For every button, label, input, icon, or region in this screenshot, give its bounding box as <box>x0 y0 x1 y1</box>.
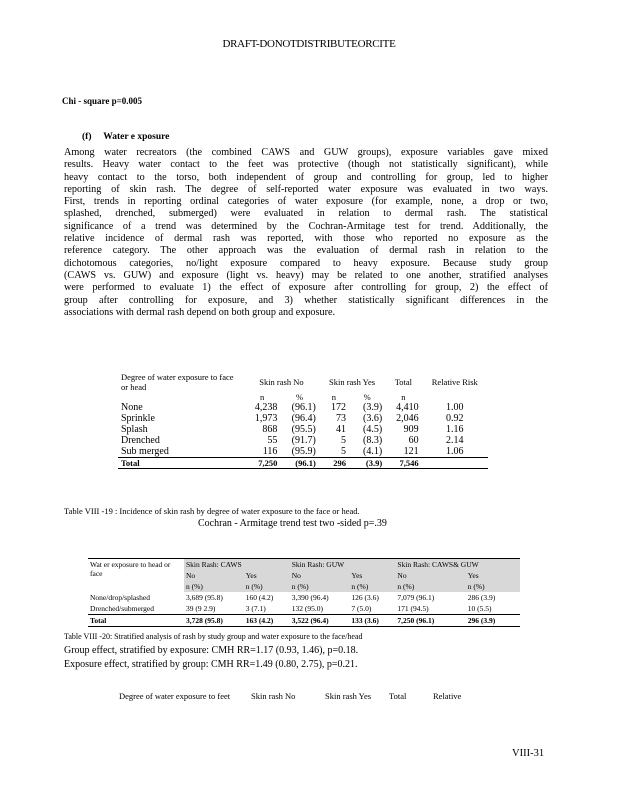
cell: (4.5) <box>363 424 383 435</box>
sub-npct: n (%) <box>349 581 395 592</box>
row-label: Drenched/submerged <box>90 604 155 613</box>
col-caws-guw: Skin Rash: CAWS& GUW <box>395 559 520 571</box>
cell: 2,046 <box>396 413 419 424</box>
row-label: None/drop/splashed <box>90 593 150 602</box>
table-row <box>118 424 488 435</box>
sub-pct: % <box>296 392 304 402</box>
cell: 132 (95.0) <box>291 604 323 613</box>
cell <box>422 458 488 469</box>
cell: 172 <box>331 402 347 413</box>
table-row <box>118 435 488 446</box>
cell: 171 (94.5) <box>397 604 429 613</box>
row-label: Total <box>88 615 184 627</box>
draft-header: DRAFT-DONOTDISTRIBUTEORCITE <box>222 38 396 50</box>
paragraph-line: Among water recreators (the combined CAWS and GUW groups), exposure variables gave mixed <box>64 147 548 158</box>
sub-npct: n (%) <box>466 581 520 592</box>
table1-trend-test: Cochran - Armitage trend test two -sided p=.39 <box>198 518 387 529</box>
col-rr: Relative Risk <box>431 377 478 387</box>
cell: 3,728 (95.8) <box>184 615 244 627</box>
col-total: Total <box>394 377 413 387</box>
cell: 7,250 <box>244 458 280 469</box>
table-row <box>118 446 488 458</box>
cell: 10 (5.5) <box>467 604 492 613</box>
table-rash-by-feet-exposure <box>118 690 488 702</box>
row-label: Sub merged <box>121 446 169 457</box>
row-label: Drenched <box>121 435 160 446</box>
col-rr: Relative <box>433 691 462 701</box>
chi-square-result: Chi - square p=0.005 <box>62 96 142 106</box>
paragraph-line: results. Heavy water contact to the feet was protective (though not statistically significant), while <box>64 159 548 171</box>
paragraph-line: reporting of skin rash. The degree of self-reported water exposure was evaluated in two ways. <box>64 183 548 195</box>
sub-no: No <box>290 570 350 581</box>
cell: 7,546 <box>385 458 421 469</box>
cell: (95.9) <box>291 446 316 457</box>
total-row <box>118 458 488 469</box>
cell: 39 (9 2.9) <box>186 604 216 613</box>
cell: 1.06 <box>446 446 464 457</box>
cell: 116 <box>262 446 278 457</box>
paragraph-line: associations with dermal rash depend on both group and exposure. <box>64 306 336 318</box>
cell: (4.1) <box>363 446 383 457</box>
table-stratified-analysis <box>88 558 520 627</box>
row-label: Total <box>118 458 244 469</box>
row-label: None <box>121 402 143 413</box>
cell: (91.7) <box>291 435 316 446</box>
col-caws: Skin Rash: CAWS <box>184 559 290 571</box>
cell: (8.3) <box>363 435 383 446</box>
cell: 3,390 (96.4) <box>291 593 329 602</box>
cell: (3.9) <box>349 458 385 469</box>
paragraph-line: significance of a trend was determined by the Cochran-Armitage test for trend. Additionally, the <box>64 220 548 232</box>
paragraph-line: (CAWS vs. GUW) and exposure (light vs. heavy) may be related to one another, stratified analyses <box>64 269 548 281</box>
table2-caption: Table VIII -20: Stratified analysis of rash by study group and water exposure to the face/head <box>64 632 363 641</box>
sub-n: n <box>260 392 265 402</box>
cell: 0.92 <box>446 413 464 424</box>
cell: 4,410 <box>396 402 419 413</box>
row-label: Sprinkle <box>121 413 155 424</box>
exposure-effect: Exposure effect, stratified by group: CMH RR=1.49 (0.80, 2.75), p=0.21. <box>64 659 358 670</box>
col-rash-yes: Skin rash Yes <box>325 691 372 701</box>
cell: 55 <box>267 435 278 446</box>
cell: 133 (3.6) <box>349 615 395 627</box>
total-row <box>88 615 520 627</box>
table-rash-by-face-exposure <box>118 372 488 469</box>
col-exposure: Wat er exposure to head or face <box>90 560 171 578</box>
cell: 7,250 (96.1) <box>395 615 465 627</box>
cell: 5 <box>341 435 347 446</box>
cell: 1,973 <box>254 413 278 424</box>
sub-npct: n (%) <box>244 581 290 592</box>
cell: (95.5) <box>291 424 316 435</box>
cell: (96.1) <box>280 458 318 469</box>
sub-npct: n (%) <box>184 581 244 592</box>
section-heading <box>82 132 169 142</box>
row-label: Splash <box>121 424 148 435</box>
col-degree: Degree of water exposure to feet <box>119 691 231 701</box>
col-degree: Degree of water exposure to face or head <box>121 372 234 392</box>
body-paragraph <box>64 147 548 319</box>
cell: 73 <box>336 413 347 424</box>
cell: 909 <box>403 424 419 435</box>
cell: 1.16 <box>446 424 464 435</box>
sub-yes: Yes <box>466 570 520 581</box>
cell: 126 (3.6) <box>351 593 379 602</box>
paragraph-line: were performed to evaluate 1) the effect of exposure after controlling for group, 2) the effect of <box>64 282 548 294</box>
paragraph-line: First, trends in reporting ordinal categories of water exposure (for example, none, a drop or two, <box>64 196 548 208</box>
sub-pct: % <box>363 392 371 402</box>
sub-yes: Yes <box>244 570 290 581</box>
paragraph-line: heavy contact to the torso, both independent of group and controlling for group, led to higher <box>64 171 548 183</box>
sub-yes: Yes <box>349 570 395 581</box>
sub-npct: n (%) <box>395 581 465 592</box>
sub-npct: n (%) <box>290 581 350 592</box>
cell: 4,238 <box>254 402 278 413</box>
cell: (3.6) <box>363 413 383 424</box>
col-total: Total <box>389 691 407 701</box>
cell: 7,079 (96.1) <box>397 593 435 602</box>
paragraph-line: relative incidence of dermal rash was reported, with those who reported no exposure as the <box>64 233 548 245</box>
cell: 163 (4.2) <box>244 615 290 627</box>
paragraph-line: dichotomous categories, no/light exposure compared to heavy exposure. Because study group <box>64 257 548 269</box>
paragraph-line: reference category. The other approach was the evaluation of dermal rash in relation to the <box>64 245 548 257</box>
table-row <box>88 592 520 603</box>
cell: 286 (3.9) <box>467 593 496 602</box>
cell: 160 (4.2) <box>245 593 274 602</box>
cell: (96.4) <box>291 413 316 424</box>
group-effect: Group effect, stratified by exposure: CMH RR=1.17 (0.93, 1.46), p=0.18. <box>64 645 359 656</box>
cell: (3.9) <box>363 402 383 413</box>
page-number: VIII-31 <box>512 748 545 759</box>
section-title: Water e xposure <box>103 132 170 142</box>
col-rash-no: Skin rash No <box>251 691 296 701</box>
col-rash-no: Skin rash No <box>259 377 304 387</box>
cell: (96.1) <box>291 402 316 413</box>
sub-no: No <box>395 570 465 581</box>
cell: 296 (3.9) <box>466 615 520 627</box>
cell: 3,689 (95.8) <box>186 593 223 602</box>
cell: 7 (5.0) <box>351 604 372 613</box>
cell: 868 <box>262 424 278 435</box>
sub-no: No <box>184 570 244 581</box>
sub-n: n <box>401 392 406 402</box>
table-row <box>118 413 488 424</box>
section-label: (f) <box>82 132 92 142</box>
cell: 60 <box>408 435 419 446</box>
cell: 121 <box>403 446 419 457</box>
cell: 296 <box>319 458 349 469</box>
table1-caption: Table VIII -19 : Incidence of skin rash by degree of water exposure to the face or head. <box>64 506 360 516</box>
cell: 41 <box>336 424 347 435</box>
col-rash-yes: Skin rash Yes <box>328 377 376 387</box>
col-guw: Skin Rash: GUW <box>290 559 396 571</box>
sub-n: n <box>331 392 337 402</box>
cell: 5 <box>341 446 347 457</box>
cell: 3 (7.1) <box>245 604 266 613</box>
paragraph-line: group after controlling for exposure, and 3) whether statistically significant differences in the <box>64 294 548 306</box>
cell: 3,522 (96.4) <box>290 615 350 627</box>
table-row <box>118 402 488 413</box>
paragraph-line: splashed, drenched, submerged) were evaluated in relation to dermal rash. The statistical <box>64 208 548 220</box>
cell: 2.14 <box>446 435 464 446</box>
cell: 1.00 <box>446 402 464 413</box>
table-row <box>88 603 520 615</box>
